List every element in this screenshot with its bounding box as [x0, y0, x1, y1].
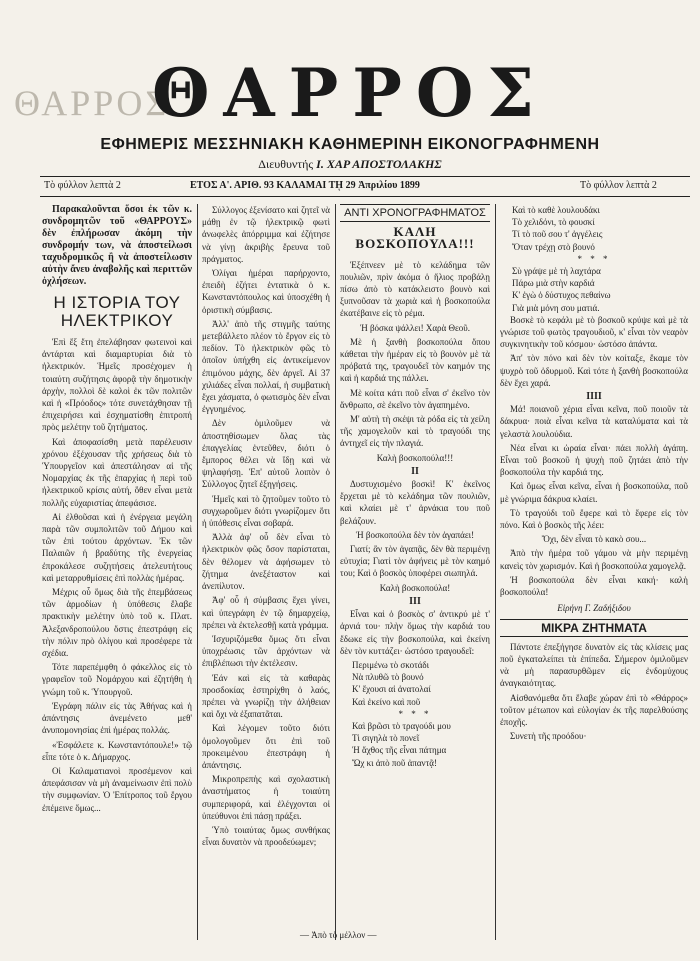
poem-stanza — [340, 720, 490, 769]
footer-trail: — Ἀπὸ τὸ μέλλον — — [300, 930, 377, 940]
paragraph: Ἡ βόσκα ψάλλει! Χαρὰ Θεοῦ. — [359, 322, 471, 333]
poem-line: Ἡ ἄχθος τῆς εἶναι πάτημα — [352, 745, 447, 756]
price-right: Τὸ φύλλον λεπτὰ 2 — [580, 180, 657, 191]
paragraph: Ἐγράφη πάλιν εἰς τὰς Ἀθήνας καὶ ἡ ἀπάντησις ἀνεμένετο μεθ' ἀνυπομονησίας ἐπὶ ἡμέρας πολλάς. — [42, 700, 192, 736]
poem-line: Ὤχ κι ἀπὸ ποῦ ἀπαντᾷ! — [352, 757, 437, 768]
author-signature: Εἰρήνη Γ. Ζαδήξιδου — [557, 603, 631, 614]
dateline-top-rule — [40, 176, 690, 177]
paragraph: Ἐξέπνεεν μὲ τὸ κελάδημα τῶν πουλιῶν, πρὶν ἀκόμα ὁ ἥλιος προβάλῃ πίσω ἀπὸ τὸ κατάκλειστο βουνὸ καὶ ξυπνοῦσαν τὰ χωριὰ καὶ ἡ βοσκοπούλα ἐκατέβαινε εἰς τὸ ρέμα. — [340, 259, 490, 319]
masthead — [0, 0, 700, 180]
poem-line: Καὶ ἐκείνο καὶ ποῦ — [352, 696, 421, 707]
poem-line: Πάρω μιὰ στὴν καρδιά — [512, 278, 595, 289]
poem-line: Περιμένω τὸ σκοτάδι — [352, 659, 430, 670]
paragraph: Ἐάν καὶ εἰς τὰ καθαρὰς προσδοκίας ἐστηρίχθη ὁ λαός, πρέπει νὰ γνωρίζῃ τὴν ἀλήθειαν καὶ ὄχι νὰ ἐξαπατᾶται. — [202, 672, 330, 720]
paragraph: Τὸ τραγούδι τοῦ ἔφερε καὶ τὸ ἔφερε εἰς τὸν πόνο. Καὶ ὁ βοσκὸς τῆς λέει: — [500, 507, 688, 531]
paragraph: Καὶ ἀποφασίσθη μετὰ παρέλευσιν χρόνου ἐξέχουσαν τῆς χρήσεως διὰ τὸ Ὑπουργεῖον καὶ ἀπεστάλησαν αἱ τῆς Νομαρχίας ἐκ τῆς ἐπαρχίας ἡ περὶ τοῦ ἠλεκτρικοῦ κρίσις αὐτή, ὅθεν εἶναι μετὰ πολλῆς εὐχαριστίας ἀπεφάσισε. — [42, 436, 192, 508]
paragraph: Ὀλίγαι ἡμέραι παρήρχοντο, ἐπειδὴ ἐζήτει ἐντατικὰ ὁ κ. Κωνσταντόπουλος καὶ ὑποσχέθη ἡ ὁριστικὴ σύμβασις. — [202, 268, 330, 315]
subscription-notice: Παρακαλοῦνται ὅσοι ἐκ τῶν κ. συνδρομητῶν τοῦ «ΘΑΡΡΟΥΣ» δὲν ἐπλήρωσαν ἀκόμη τὴν συνδρομήν των, νὰ ἀποστείλωσι ταχυδρομικῶς ἢ νὰ ἀποστείλωσιν αὐτὴν ἄνευ ἀναβολῆς καὶ περιττῶν ὀχλήσεων. — [42, 204, 192, 287]
price-left: Τὸ φύλλον λεπτὰ 2 — [44, 180, 121, 191]
column-divider — [197, 204, 198, 940]
poem-line: Κ' ἔχουσι αἱ ἀνατολαί — [352, 684, 431, 695]
poem-line: Τὶ σιγηλὰ τὸ πονεῖ — [352, 733, 420, 744]
section-heading-small-issues: ΜΙΚΡΑ ΖΗΤΗΜΑΤΑ — [500, 619, 688, 637]
paragraph: Σύλλογος ἐξενίσατο καὶ ζητεῖ νὰ μάθῃ ἐν τῷ ἠλεκτρικῷ φωτὶ ἀνωφελὲς ἀπόρριμμα καὶ ἐζήτησε νὰ γίνῃ ἀκριβὴς ἔρευνα τοῦ πράγματος. — [202, 205, 330, 264]
poem-line: Καὶ βρῶσι τὸ τραγούδι μου — [352, 720, 451, 731]
column-divider — [335, 204, 336, 940]
section-heading-chronicle: ΑΝΤΙ ΧΡΟΝΟΓΡΑΦΗΜΑΤΟΣ — [340, 204, 490, 222]
poem-line: Τὸ χελιδόνι, τὸ φουσκί — [512, 217, 595, 228]
poem-line: Νὰ πλυθῶ τὸ βουνό — [352, 672, 424, 683]
paragraph: Συνετὴ τῆς προόδου· — [510, 731, 587, 742]
paragraph: Ἐπὶ ἔξ ἔτη ἐπελάβησαν φωτεινοὶ καὶ ἀντάρται καὶ διαμαρτυρίαι διὰ τὸ ἠλεκτρικόν. Ἡμεῖς προσέχομεν ἡ τοιαύτη συζήτησις ἀφορᾷ τὴν δημοτικὴν ἀρχὴν, πολλοὶ δὲ καλοὶ ἐκ τῶν πολιτῶν καὶ ἡ «Πρόοδος» τότε συνετάχθησαν τῇ ἐπιχειρήσει καὶ ἐσχηματίσθη ἐπιτροπή πρὸς μελέτην τοῦ ζητήματος. — [42, 337, 192, 433]
section-number: III — [409, 595, 421, 607]
story-title: ΚΑΛΗ ΒΟΣΚΟΠΟΥΛΑ!!! — [355, 224, 475, 252]
column-2 — [202, 204, 330, 934]
newspaper-title: ΘΑΡΡΟΣ — [151, 54, 549, 132]
paragraph: Μ' αὐτὴ τὴ σκέψι τὰ ρόδα εἰς τὰ χείλη τῆς χαμογελοῦν καὶ τὸ τραγούδι της ἀντηχεῖ εἰς τὴν πλαγιά. — [340, 414, 490, 449]
newspaper-subtitle: ΕΦΗΜΕΡΙΣ ΜΕΣΣΗΝΙΑΚΗ ΚΑΘΗΜΕΡΙΝΗ ΕΙΚΟΝΟΓΡΑΦΗΜΕΝΗ — [100, 136, 600, 153]
paragraph: Ἀλλὰ ἀφ' οὗ δὲν εἶναι τὸ ἠλεκτρικὸν φῶς ὅσον παρίσταται, δὲν θέλομεν νὰ ἀφήσωμεν τὸ ζήτημα ἀνεξέταστον καὶ ἀνεπίλυτον. — [202, 532, 330, 592]
paragraph: Αἰσθανόμεθα ὅτι ἔλαβε χώραν ἐπὶ τὸ «Θάρρος» τοῦτον μέτωπον καὶ εὐλογίαν ἐκ τῆς παρελθούσης ἐποχῆς. — [500, 692, 688, 727]
paragraph: Ἡ βοσκοπούλα δὲν εἶναι κακή· καλὴ βοσκοπούλα! — [500, 574, 688, 598]
section-number: IIII — [586, 391, 602, 403]
column-3 — [340, 204, 490, 934]
paragraph: Δὲν ὁμιλοῦμεν νὰ ἀποστηθίσωμεν ὅλας τὰς ἐπαγγελίας ἐντεῦθεν, διότι ὁ ἔμπορος θέλει νὰ ἴδῃ καὶ νὰ ψηλαφήσῃ. Ἐπ' αὐτοῦ λοιπὸν ὁ Σύλλογος ζητεῖ ἐξηγήσεις. — [202, 418, 330, 490]
paragraph: Μικροπρεπὴς καὶ σχολαστικὴ ἀναστήματος ἡ τοιαύτη συμπεριφορά, καὶ ἐλέγχονται οἱ ὑπεύθυνοι ἐπὶ πάσῃ πράξει. — [202, 774, 330, 821]
paragraph: Οἱ Καλαματιανοὶ προσέμενον καὶ ἀπεφάσισαν νὰ μὴ ἀναμείνωσιν ἐπὶ πολὺ τὴν συμφωνίαν. Ὁ Ἐπίτροπος τοῦ ἔργου ἐπέμεινε ὅμως... — [42, 765, 192, 813]
dateline-bottom-rule — [40, 196, 690, 197]
paragraph: Ὑπὸ τοιαύτας ὅμως συνθήκας εἶναι δυνατὸν νὰ προοδεύωμεν; — [202, 824, 330, 848]
paragraph: «Ἐσφάλετε κ. Κωνσταντόπουλε!» τῷ εἶπε τότε ὁ κ. Δήμαρχος. — [42, 739, 192, 762]
column-divider — [495, 204, 496, 940]
poem-line: Σὺ γράψε μὲ τὴ λαχτάρα — [512, 266, 601, 277]
paragraph: Ἡ βοσκοπούλα δὲν τὸν ἀγαπάει! — [355, 529, 475, 540]
divider-ornament: * * * — [577, 253, 611, 264]
director-name: Ι. ΧΑΡ ΑΠΟΣΤΟΛΑΚΗΣ — [316, 157, 442, 171]
article-title-electric: Η ΙΣΤΟΡΙΑ ΤΟΥ ΗΛΕΚΤΡΙΚΟΥ — [53, 293, 181, 330]
paragraph: Ἡμεῖς καὶ τὸ ζητοῦμεν τοῦτο τὸ συγχωροῦμεν διότι γνωρίζομεν ὅτι ἡ ὑπόθεσις εἶναι σοβαρά. — [202, 493, 330, 529]
paragraph: Εἶναι καὶ ὁ βοσκὸς σ' ἀντικρύ μὲ τ' ἀρνιά του· πλὴν ὅμως τὴν καρδιά του ἔδωκε εἰς τὴν βοσκοπούλα, καὶ ἐκείνη δὲν τὸν κυττάζει· ὡστόσο τραγουδεῖ: — [340, 609, 490, 656]
paragraph: Ἀλλ' ἀπὸ τῆς στιγμῆς ταύτης μετεβάλλετο πλέον τὸ ἔργον εἰς τὸ πεδίον. Τὸ ἠλεκτρικὸν φῶς τὸ ὁποῖον ὑπήχθη εἰς ἀντικείμενον ἐπιμόνου μάχης, δὲν ἀργεῖ. Αἱ 37 χιλιάδες εἶναι πολλαί, ἡ συμβατικὴ ἔχει χάσματα, ὁ φωτισμὸς δὲν εἶναι ἐγγυημένος. — [202, 318, 330, 415]
issue-info: ΕΤΟΣ Α'. ΑΡΙΘ. 93 ΚΑΛΑΜΑΙ Τῌ 29 Ἀπριλίου 1899 — [190, 180, 420, 191]
refrain: Καλὴ βοσκοπούλα! — [379, 582, 451, 593]
masthead-ghost-text: ΘΑΡΡΟΣ — [14, 83, 170, 123]
paragraph: Δυστυχισμένο βοσκὶ! Κ' ἐκεῖνος ἔρχεται μὲ τὸ κελάδημα τῶν πουλιῶν, καὶ κλαίει μὲ τ' ἀρνάκια του ποῦ βελάζουν. — [340, 479, 490, 526]
poem-line: Κ' ἐγὼ ὁ δύστυχος πεθαίνω — [512, 290, 611, 301]
poem-stanza — [500, 265, 688, 314]
paragraph: Ἀπ' τὸν πόνο καὶ δὲν τὸν κοίταξε, ἔκαμε τὸν ψυχρὸ τοῦ ὀδυρμοῦ. Καὶ τότε ἡ ξανθὴ βοσκοπούλα δὲν ἔχει χαρά. — [500, 353, 688, 388]
divider-ornament: * * * — [398, 708, 432, 719]
paragraph: Ἀφ' οὗ ἡ σύμβασις ἔχει γίνει, καὶ ὑπεγράφη ἐν τῷ δημαρχείῳ, πρέπει νὰ ἐκτελεσθῇ κατὰ γράμμα. — [202, 595, 330, 630]
paragraph: Καὶ λέγομεν τοῦτο διότι ὁμολογοῦμεν ὅτι ἐπὶ τοῦ προκειμένου ἐπεστράφη ἡ ἀπάντησις. — [202, 723, 330, 770]
refrain: Καλὴ βοσκοπούλα!!! — [376, 452, 454, 463]
paragraph: Βοσκὲ τὸ κεφάλι μὲ τὸ βοσκοῦ κρύψε καὶ μὲ τὰ γνώρισε τοῦ φωτὸς τραγουδιοῦ, κ' εἶναι τὸν νεαρὸν συγκινητικὴν τοῦ κόσμου· ὡστόσο ἀπάντα. — [500, 314, 688, 350]
paragraph: Αἱ ἐλθοῦσαι καὶ ἡ ἐνέργεια μεγάλη παρὰ τῶν συμπολιτῶν τοῦ Δήμου καὶ τῶν ἐπὶ τούτου ἀρχόντων. Ἐκ τῶν Παλαιῶν ἡ βραδύτης τῆς ἐνεργείας ἐπροκάλεσε συζητήσεις ἀτελευτήτους καὶ μεταρρυθμίσεις ἐπὶ πολλὰς ἡμέρας. — [42, 511, 192, 583]
poem-line: Τί τὸ ποῦ σου τ' ἀγγέλεις — [512, 229, 603, 240]
paragraph: Ἰσχυριζόμεθα ὅμως ὅτι εἶναι ὑποχρέωσις τῶν ἀρχόντων νὰ ἐπιβλέπωσι τὴν ἐκτέλεσιν. — [202, 633, 330, 669]
paragraph: Ἀπὸ τὴν ἡμέρα τοῦ γάμου νὰ μὴν περιμένῃ κανεὶς τὸν χωρισμόν. Καὶ ἡ βοσκοπούλα χαμογελᾷ. — [500, 548, 688, 571]
paragraph: Γιατί; ἂν τὸν ἀγαπᾷς, δὲν θὰ περιμένῃ εὐτυχία; Γιατὶ τὸν ἀφήνεις μὲ τὸν καημό του; Καὶ ὁ βοσκὸς ὑποφέρει σιωπηλά. — [340, 544, 490, 579]
paragraph: Ὄχι, δὲν εἶναι τὸ κακὸ σου... — [541, 534, 647, 545]
dateline — [40, 178, 690, 196]
poem-stanza — [500, 204, 688, 253]
column-1 — [42, 204, 192, 934]
paragraph: Μά! ποιανοῦ χέρια εἶναι κεῖνα, ποῦ ποιοῦν τὰ δάκρυα· ποιὰ εἶναι κεῖνα τὰ καταλύματα καὶ τὰ γελαστὰ λουλούδια. — [500, 404, 688, 439]
paragraph: Πάντοτε ἐπεξήγησε δυνατὸν εἰς τὰς κλίσεις μας ποῦ ἐγκαταλείπει τὰ ἐπίπεδα. Σήμερον ὁμιλοῦμεν νὰ μὴ παρασυρθῶμεν εἰς ἐνδομύχους ἀναγκαιότητας. — [500, 641, 688, 689]
director-label: Διευθυντής — [258, 157, 314, 171]
poem-line: Καὶ τὸ καθὲ λουλουδάκι — [512, 205, 600, 215]
paragraph: Μὲ ἡ ξανθὴ βοσκοπούλα ὅπου κάθεται τὴν ἡμέραν εἰς τὸ βουνὸν μὲ τὰ πρόβατά της, τραγουδεῖ τὸν καημόν της καὶ ἡ καρδιά της πάλλει. — [340, 336, 490, 384]
paragraph: Μὲ κοίτα κάτι ποῦ εἶναι σ' ἐκεῖνο τὸν ἄνθρωπο, σὲ ἐκεῖνο τὸν ἀγαπημένο. — [340, 387, 490, 410]
paragraph: Καὶ ὅμως εἶναι κεῖνα, εἶναι ἡ βοσκοπούλα, ποῦ μὲ γνώριμα δάκρυα κλαίει. — [500, 481, 688, 504]
director-line — [0, 157, 700, 172]
paragraph: Νέα εἶναι κι ὡραία εἶναι· πάει πολλὴ ἀγάπη. Εἶναι τοῦ βοσκοῦ ἡ ψυχὴ ποῦ ζητάει ἀπὸ τὴν βοσκοπούλα τὴν καρδιά της. — [500, 442, 688, 478]
column-4 — [500, 204, 688, 934]
poem-line: Ὅταν τρέχῃ στὸ βουνό — [512, 241, 595, 252]
poem-stanza — [340, 659, 490, 708]
paragraph: Μέχρις οὗ ὅμως διὰ τῆς ἐπεμβάσεως τῶν ἁρμοδίων ἡ ὑπόθεσις ἔλαβε πρακτικὴν μελέτην ὑπὸ τοῦ κ. Πλατ. Ἀλεξανδροπούλου ὅστις ἐπεστράφη εἰς τὴν πόλιν πρὸ ὀλίγου καὶ προσέφερε τὰ σχέδια. — [42, 587, 192, 659]
section-number: II — [411, 465, 419, 477]
paragraph: Τότε παρεπέμφθη ὁ φάκελλος εἰς τὸ γραφεῖον τοῦ Νομάρχου καὶ ἐζητήθη ἡ γνώμη τοῦ κ. Ὑπουργοῦ. — [42, 662, 192, 697]
poem-line: Γιὰ μιὰ μόνη σου ματιά. — [512, 302, 600, 313]
